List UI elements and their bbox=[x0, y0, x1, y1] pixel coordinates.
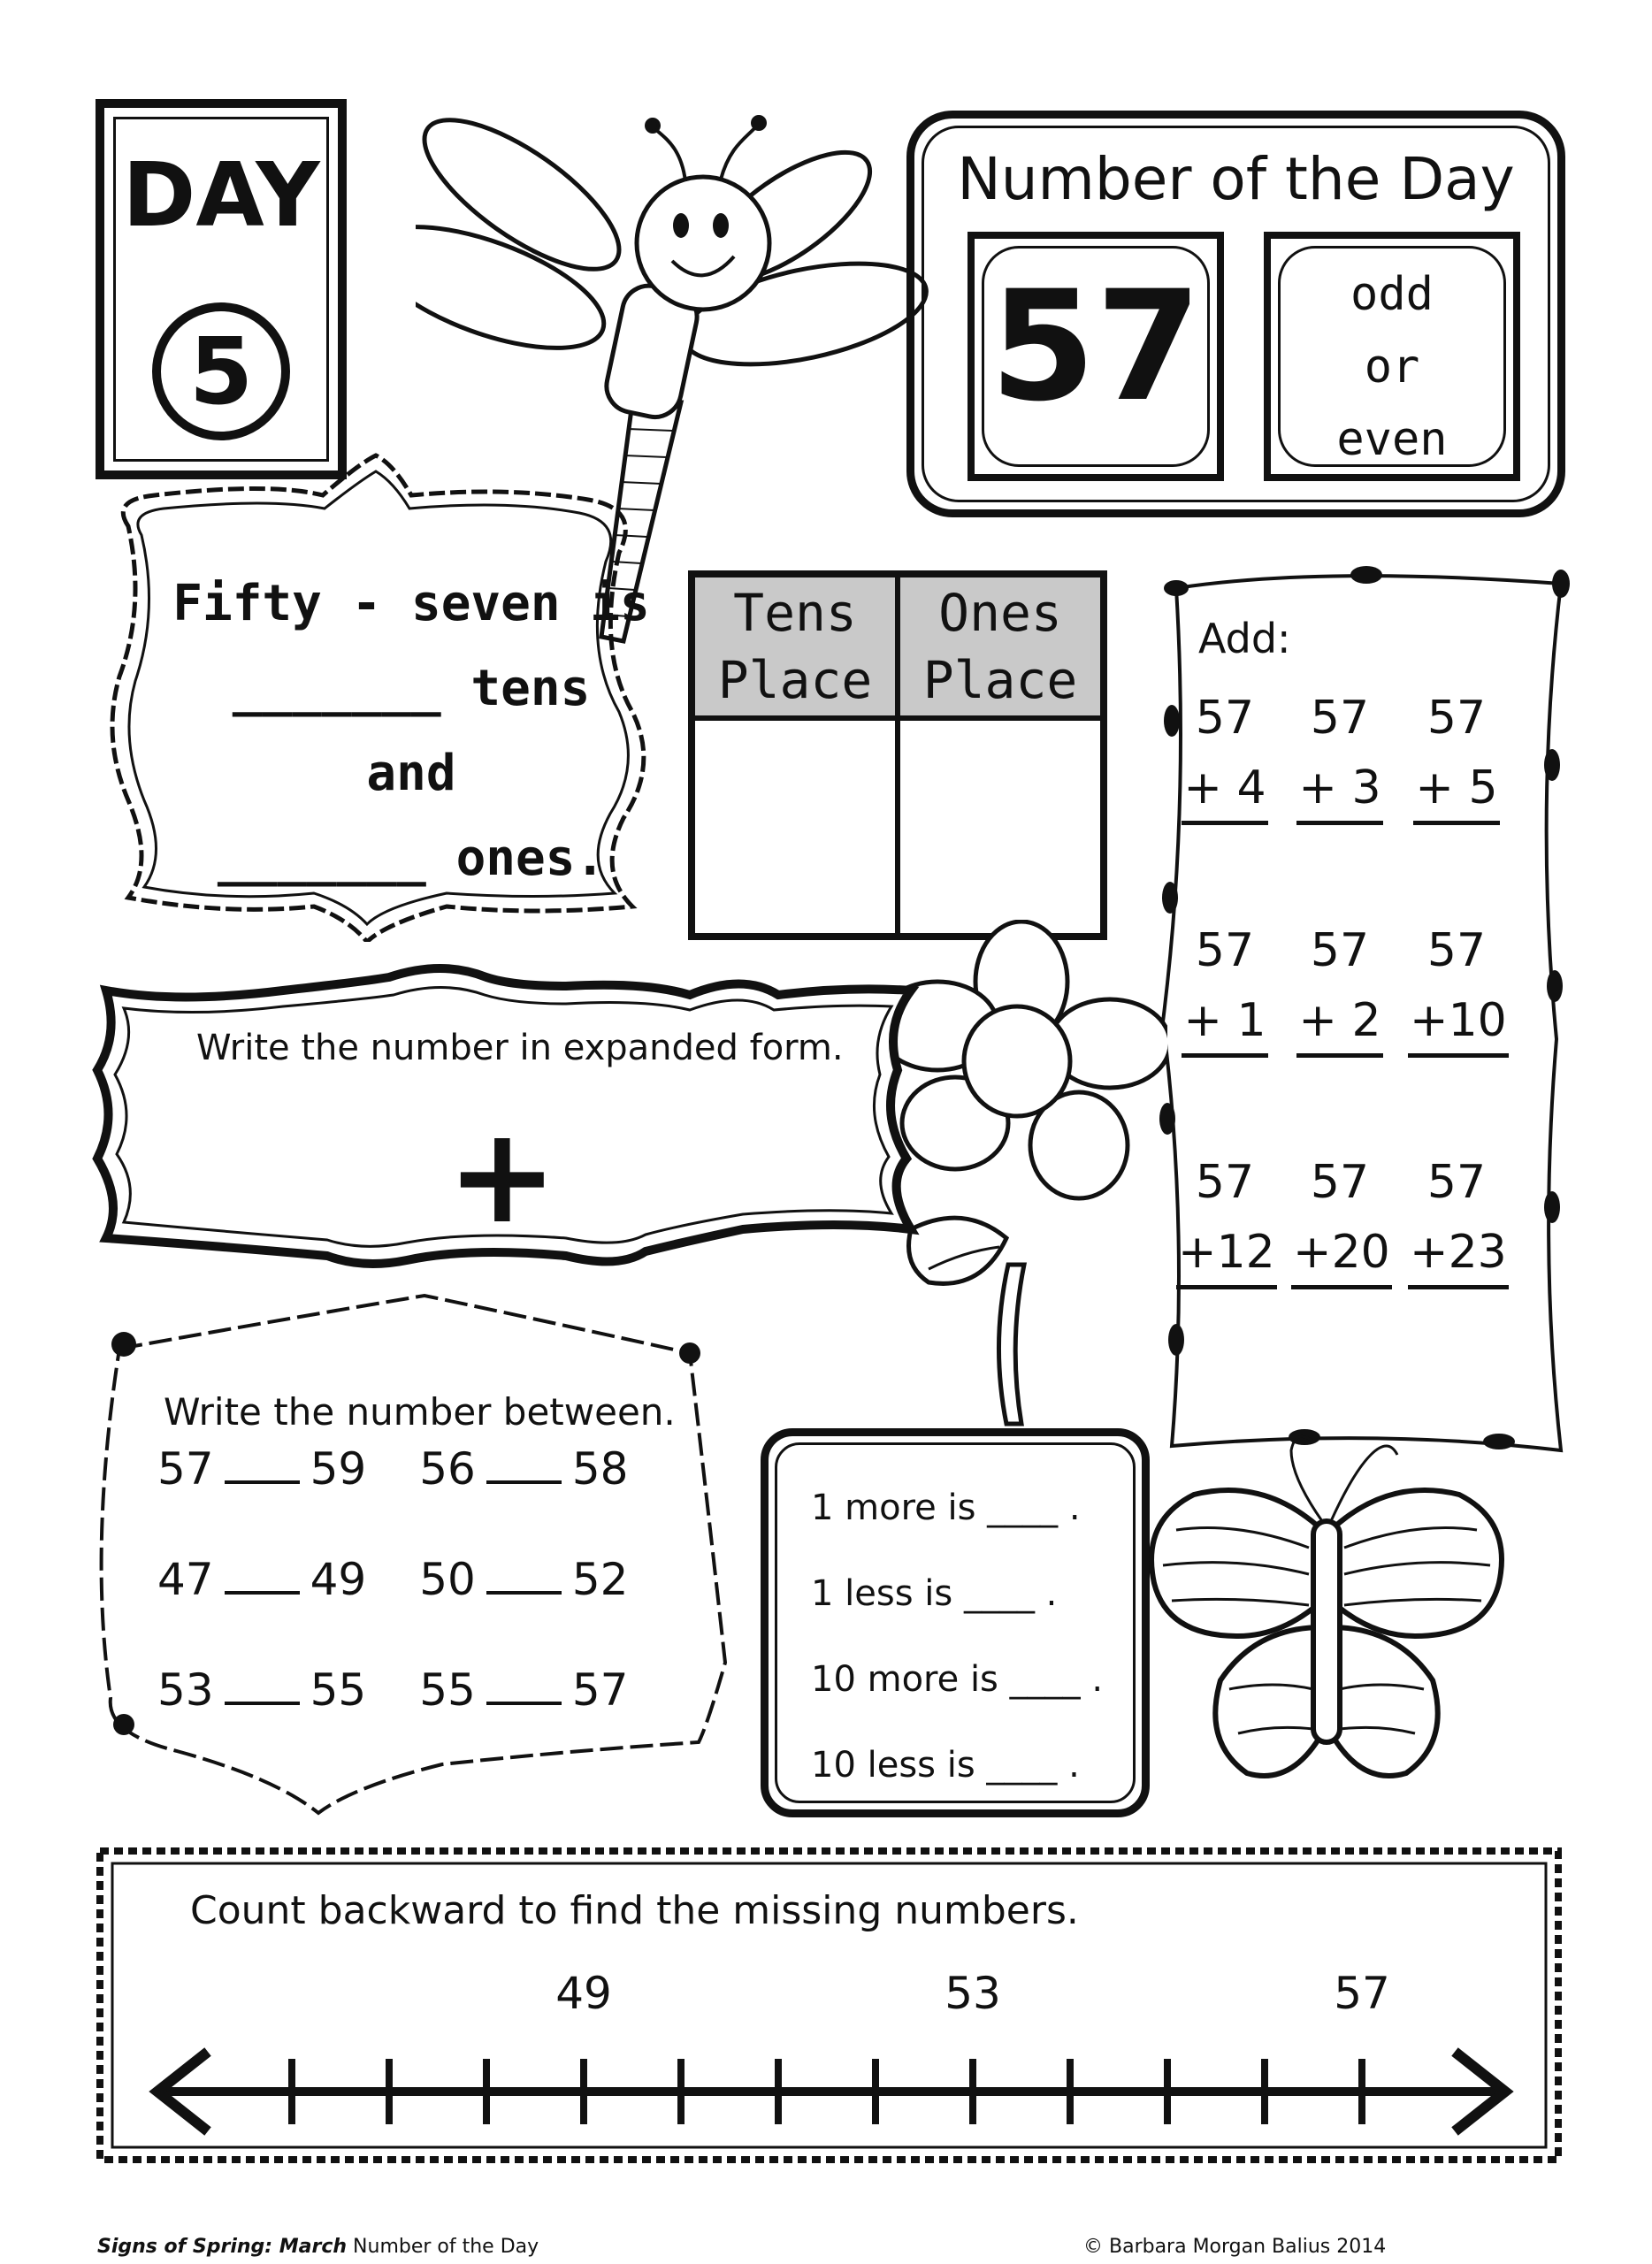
add-addend-bottom: +10 bbox=[1408, 988, 1509, 1058]
between-left-number: 57 bbox=[157, 1443, 214, 1495]
add-problem bbox=[1408, 914, 1505, 1058]
parity-box bbox=[1264, 232, 1520, 481]
add-problem bbox=[1291, 914, 1388, 1058]
add-addend-bottom: +23 bbox=[1408, 1220, 1509, 1289]
add-problem bbox=[1291, 681, 1388, 825]
add-label: Add: bbox=[1198, 615, 1291, 662]
ones-header-line-2: Place bbox=[922, 650, 1078, 710]
add-addend-top: 57 bbox=[1310, 924, 1370, 977]
add-problem bbox=[1408, 681, 1505, 825]
between-answer-blank[interactable] bbox=[225, 1591, 300, 1595]
add-addend-bottom: +12 bbox=[1176, 1220, 1277, 1289]
more-less-box bbox=[761, 1428, 1150, 1817]
day-box bbox=[96, 99, 347, 479]
words-line-4: _______ ones. bbox=[217, 830, 606, 887]
add-addend-top: 57 bbox=[1426, 1156, 1487, 1209]
add-problem bbox=[1176, 914, 1273, 1058]
words-prompt bbox=[141, 562, 681, 901]
between-left-number: 50 bbox=[419, 1554, 476, 1605]
ten-more-line: 10 more is ____ . bbox=[811, 1659, 1104, 1700]
between-left-number: 56 bbox=[419, 1443, 476, 1495]
add-problem bbox=[1176, 1145, 1273, 1289]
add-addend-top: 57 bbox=[1195, 692, 1255, 745]
number-of-the-day-title: Number of the Day bbox=[957, 145, 1515, 213]
between-answer-blank[interactable] bbox=[486, 1591, 562, 1595]
parity-even: even bbox=[1336, 413, 1448, 466]
footer-subtitle: Number of the Day bbox=[353, 2236, 539, 2258]
number-box bbox=[967, 232, 1224, 481]
between-left-number: 47 bbox=[157, 1554, 214, 1605]
words-line-2: _______ tens bbox=[232, 660, 591, 717]
expanded-form-instruction: Write the number in expanded form. bbox=[196, 1028, 844, 1068]
day-label: DAY bbox=[122, 143, 320, 247]
words-line-1: Fifty - seven is bbox=[172, 575, 650, 632]
add-addend-top: 57 bbox=[1195, 924, 1255, 977]
parity-odd: odd bbox=[1350, 268, 1434, 321]
add-problem bbox=[1291, 1145, 1388, 1289]
day-number: 5 bbox=[152, 302, 290, 440]
footer-series-name: Signs of Spring: March bbox=[97, 2236, 348, 2258]
tens-place-header bbox=[692, 574, 898, 718]
add-addend-bottom: + 4 bbox=[1182, 755, 1267, 825]
between-row bbox=[157, 1443, 653, 1495]
add-addend-bottom: + 5 bbox=[1413, 755, 1499, 825]
add-addend-bottom: + 2 bbox=[1296, 988, 1382, 1058]
plus-sign: + bbox=[447, 1099, 558, 1253]
between-answer-blank[interactable] bbox=[486, 1702, 562, 1705]
add-addend-bottom: + 3 bbox=[1296, 755, 1382, 825]
number-line-label: 57 bbox=[1334, 1968, 1390, 2019]
between-answer-blank[interactable] bbox=[225, 1702, 300, 1705]
number-of-the-day-panel bbox=[906, 111, 1565, 517]
number-line bbox=[141, 2043, 1521, 2140]
between-right-number: 58 bbox=[571, 1443, 629, 1495]
footer-copyright: © Barbara Morgan Balius 2014 bbox=[1083, 2236, 1387, 2258]
between-left-number: 55 bbox=[419, 1664, 476, 1716]
ones-place-answer-cell[interactable] bbox=[898, 718, 1104, 937]
number-line-label: 49 bbox=[555, 1968, 612, 2019]
add-addend-bottom: + 1 bbox=[1182, 988, 1267, 1058]
between-left-number: 53 bbox=[157, 1664, 214, 1716]
between-right-number: 59 bbox=[310, 1443, 367, 1495]
between-row bbox=[157, 1554, 653, 1605]
add-addend-top: 57 bbox=[1310, 692, 1370, 745]
tens-place-answer-cell[interactable] bbox=[692, 718, 898, 937]
add-problem bbox=[1176, 681, 1273, 825]
number-line-title: Count backward to find the missing numbers. bbox=[190, 1888, 1079, 1933]
footer-series bbox=[97, 2236, 539, 2258]
tens-header-line-2: Place bbox=[717, 650, 873, 710]
add-addend-top: 57 bbox=[1426, 924, 1487, 977]
add-addend-bottom: +20 bbox=[1291, 1220, 1392, 1289]
add-problem bbox=[1408, 1145, 1505, 1289]
tens-header-line-1: Tens bbox=[733, 583, 857, 643]
words-line-3: and bbox=[366, 745, 456, 802]
parity-text bbox=[1271, 258, 1513, 476]
one-more-line: 1 more is ____ . bbox=[811, 1488, 1081, 1528]
add-addend-top: 57 bbox=[1195, 1156, 1255, 1209]
add-addend-top: 57 bbox=[1310, 1156, 1370, 1209]
add-addend-top: 57 bbox=[1426, 692, 1487, 745]
parity-or: or bbox=[1364, 340, 1420, 394]
ten-less-line: 10 less is ____ . bbox=[811, 1745, 1080, 1786]
between-right-number: 49 bbox=[310, 1554, 367, 1605]
ones-place-header bbox=[898, 574, 1104, 718]
between-title: Write the number between. bbox=[164, 1390, 676, 1434]
between-answer-blank[interactable] bbox=[225, 1480, 300, 1484]
place-value-table bbox=[688, 570, 1107, 940]
one-less-line: 1 less is ____ . bbox=[811, 1573, 1058, 1614]
number-line-label: 53 bbox=[945, 1968, 1001, 2019]
between-right-number: 52 bbox=[571, 1554, 629, 1605]
between-right-number: 57 bbox=[571, 1664, 629, 1716]
number-value: 57 bbox=[990, 257, 1202, 435]
between-right-number: 55 bbox=[310, 1664, 367, 1716]
between-row bbox=[157, 1664, 653, 1716]
ones-header-line-1: Ones bbox=[938, 583, 1062, 643]
between-answer-blank[interactable] bbox=[486, 1480, 562, 1484]
butterfly-illustration bbox=[1141, 1424, 1512, 1822]
